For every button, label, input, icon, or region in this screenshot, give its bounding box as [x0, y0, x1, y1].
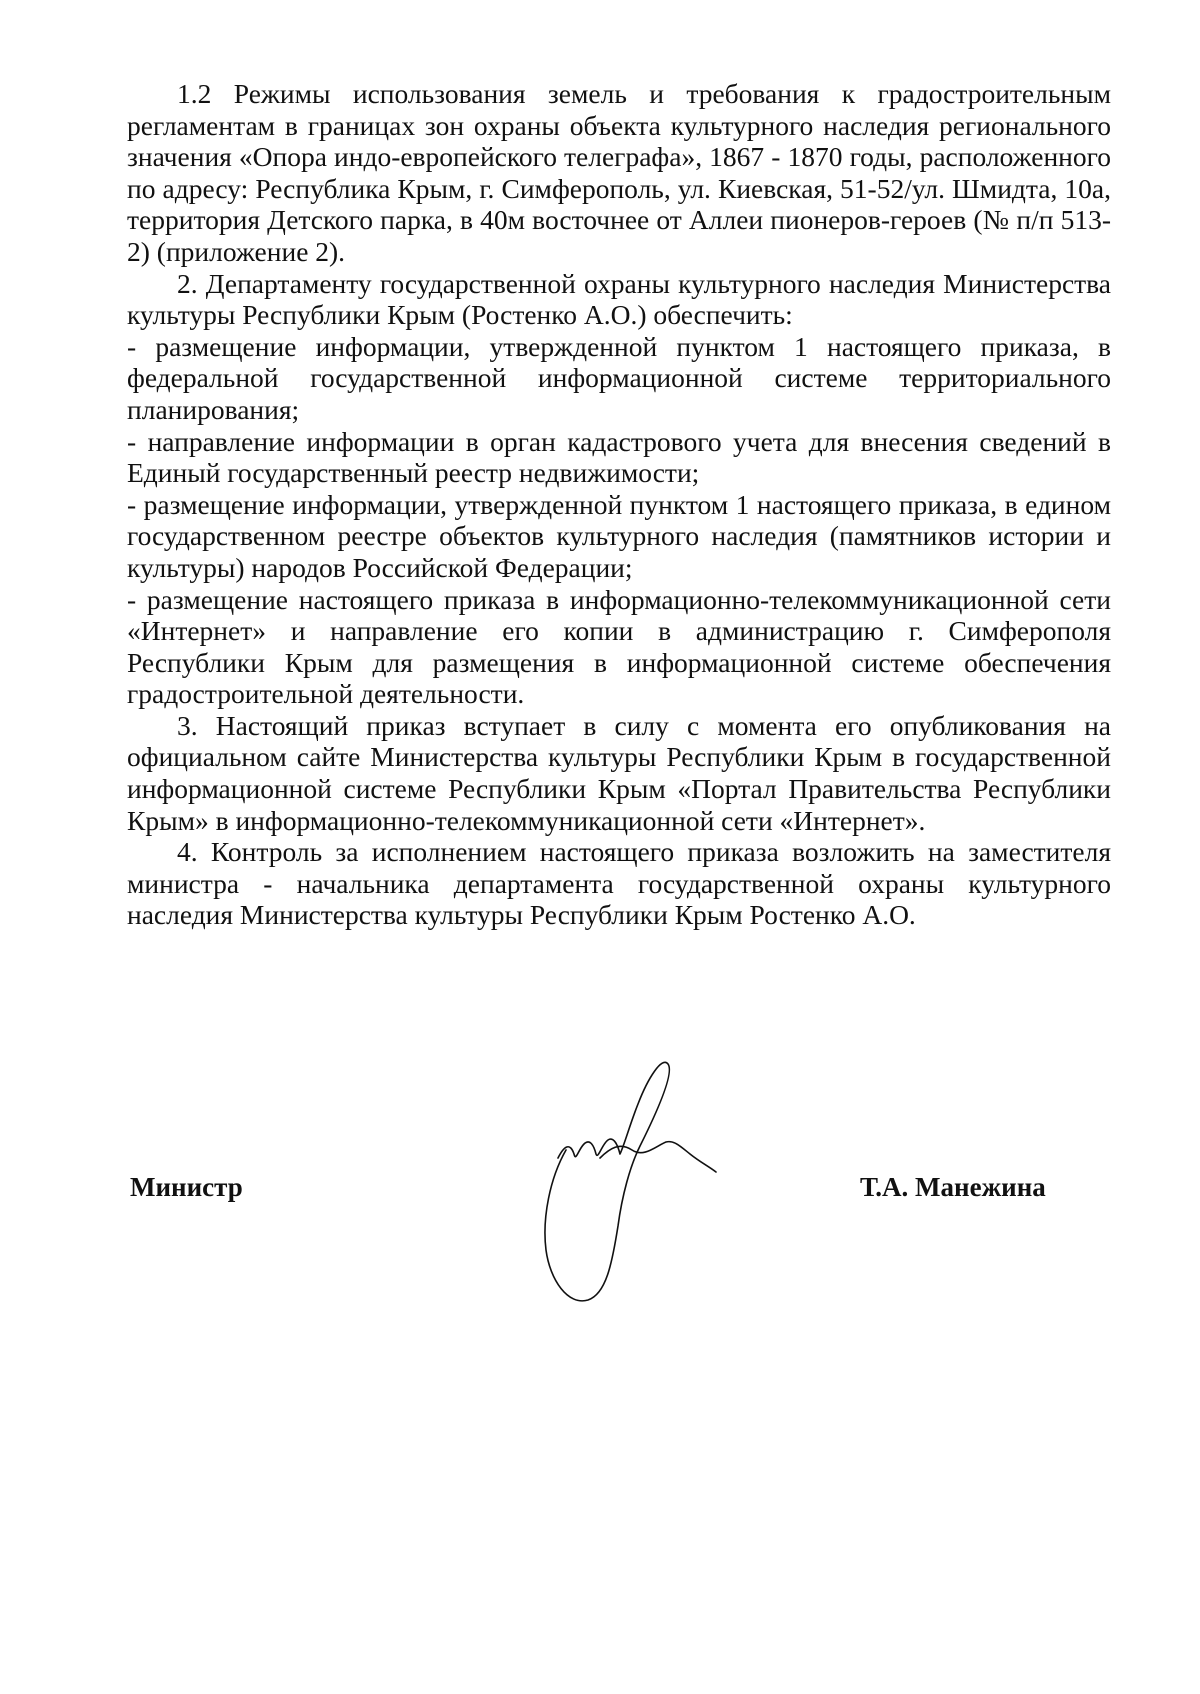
- handwritten-signature: [540, 1050, 760, 1340]
- signatory-role: Министр: [130, 1172, 243, 1202]
- paragraph-1-2: 1.2 Режимы использования земель и требования к градостроительным регламентам в границах зон охраны объекта культурного наследия регионального значения «Опора индо-европейского телеграфа», 1867 - 1870 годы, расположенного по адресу: Республика Крым, г. Симферополь, ул. Киевская, 51-52/ул. Шмидта, 10а, территория Детского парка, в 40м восточнее от Аллеи пионеров-героев (№ п/п 513-2) (приложение 2).: [127, 78, 1111, 267]
- paragraph-2: 2. Департаменту государственной охраны культурного наследия Министерства культуры Республики Крым (Ростенко А.О.) обеспечить:: [127, 267, 1111, 331]
- paragraph-2-item-2: - направление информации в орган кадастрового учета для внесения сведений в Единый государственный реестр недвижимости;: [127, 425, 1111, 489]
- document-body: [127, 78, 1111, 931]
- signatory-name: Т.А. Манежина: [860, 1172, 1046, 1202]
- paragraph-4: 4. Контроль за исполнением настоящего приказа возложить на заместителя министра - начальника департамента государственной охраны культурного наследия Министерства культуры Республики Крым Ростенко А.О.: [127, 836, 1111, 931]
- signature-block: [0, 1040, 1200, 1340]
- paragraph-2-item-4: - размещение настоящего приказа в информационно-телекоммуникационной сети «Интернет» и направление его копии в администрацию г. Симферополя Республики Крым для размещения в информационной системе обеспечения градостроительной деятельности.: [127, 583, 1111, 710]
- paragraph-3: 3. Настоящий приказ вступает в силу с момента его опубликования на официальном сайте Министерства культуры Республики Крым в государственной информационной системе Республики Крым «Портал Правительства Республики Крым» в информационно-телекоммуникационной сети «Интернет».: [127, 709, 1111, 836]
- paragraph-2-item-1: - размещение информации, утвержденной пунктом 1 настоящего приказа, в федеральной государственной информационной системе территориального планирования;: [127, 330, 1111, 425]
- paragraph-2-item-3: - размещение информации, утвержденной пунктом 1 настоящего приказа, в едином государственном реестре объектов культурного наследия (памятников истории и культуры) народов Российской Федерации;: [127, 488, 1111, 583]
